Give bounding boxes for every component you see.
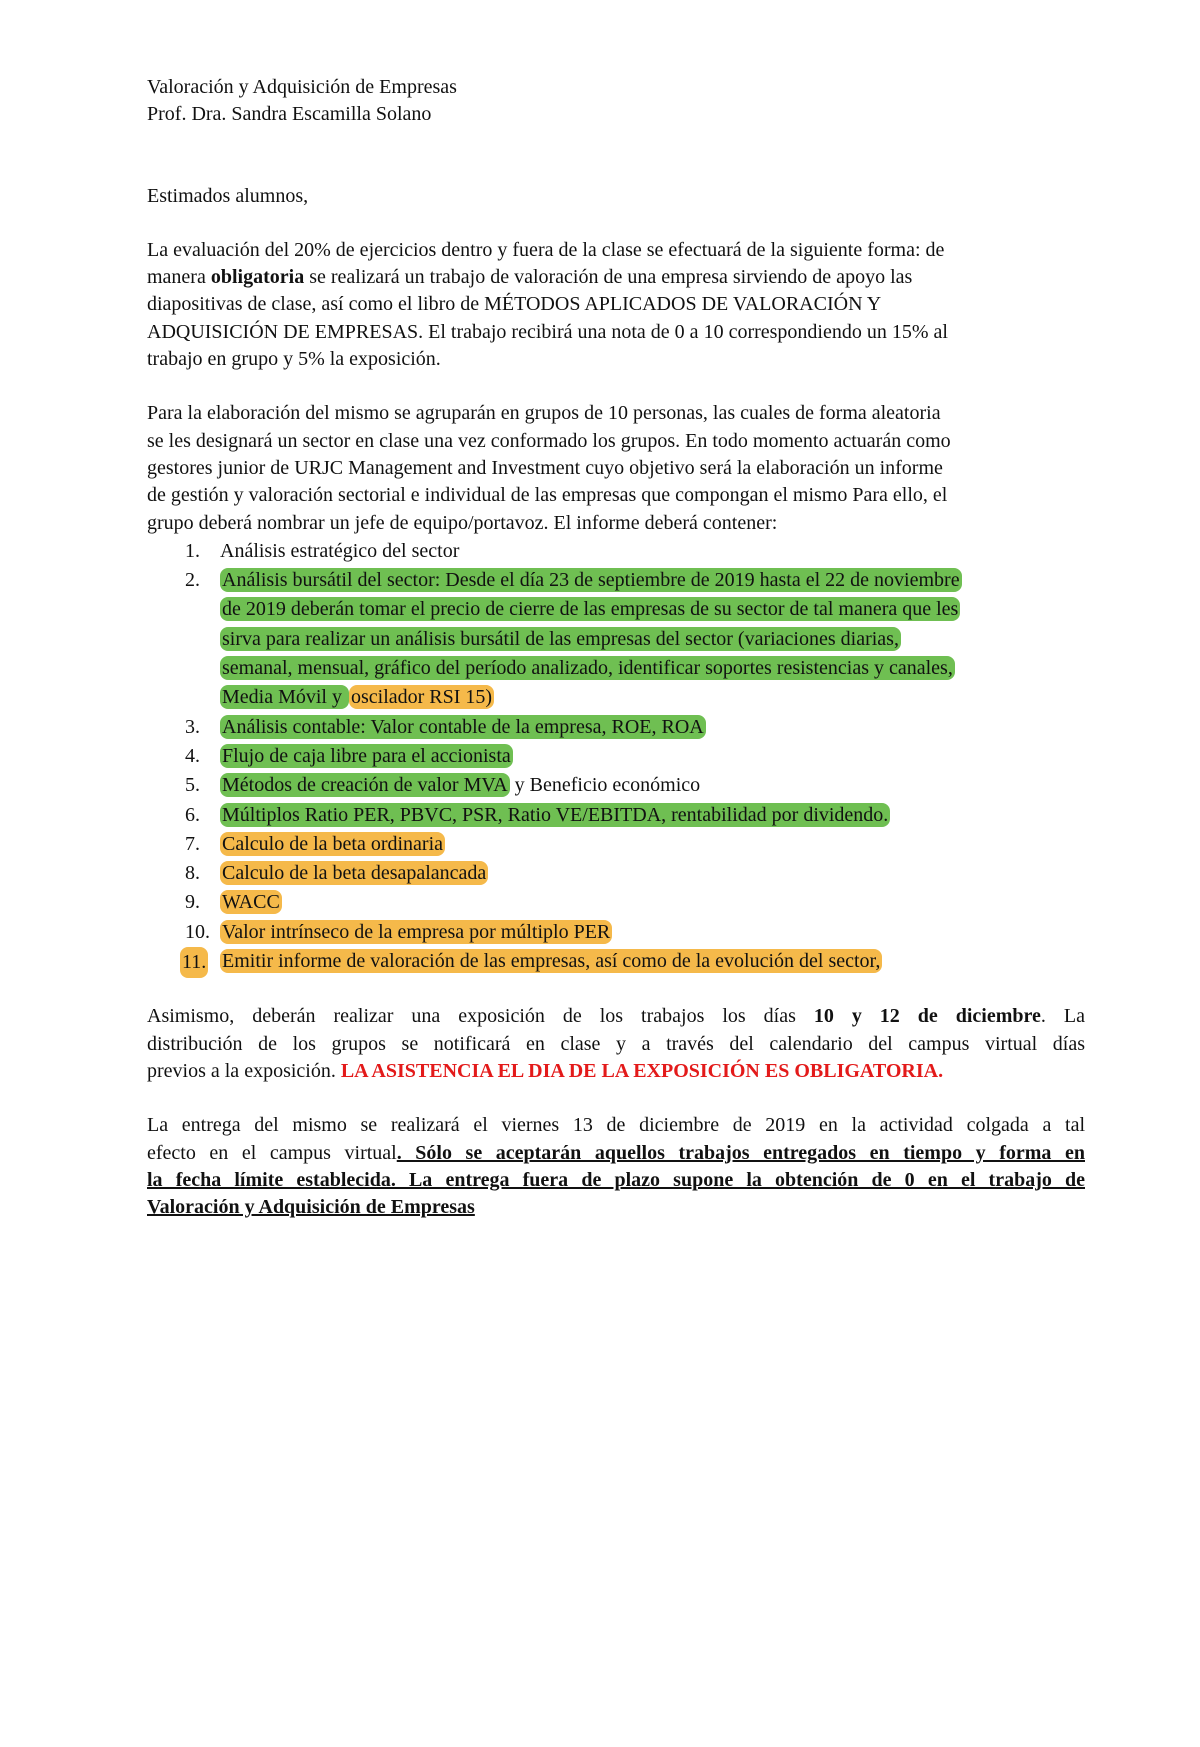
- paragraph-line: de gestión y valoración sectorial e individual de las empresas que compongan el mismo Para ello, el: [147, 484, 948, 507]
- mandatory-attendance-notice: LA ASISTENCIA EL DIA DE LA EXPOSICIÓN ES OBLIGATORIA.: [340, 1059, 944, 1082]
- text-run: Asimismo, deberán realizar una exposición de los trabajos los días: [147, 1005, 814, 1028]
- bold-obligatoria: obligatoria: [210, 266, 305, 289]
- highlighted-text: Media Móvil y: [222, 686, 347, 709]
- highlighted-text: semanal, mensual, gráfico del período analizado, identificar soportes resistencias y canales,: [222, 657, 953, 680]
- paragraph-line: grupo deberá nombrar un jefe de equipo/portavoz. El informe deberá contener:: [147, 511, 778, 534]
- highlighted-text-orange: Calculo de la beta desapalancada: [222, 862, 487, 885]
- paragraph-line: [147, 1194, 1085, 1221]
- paragraph-line: distribución de los grupos se notificará en clase y a través del calendario del campus virtual días: [147, 1032, 1085, 1055]
- paragraph-line: La evaluación del 20% de ejercicios dentro y fuera de la clase se efectuará de la siguiente forma: de: [147, 238, 945, 261]
- paragraph-line: trabajo en grupo y 5% la exposición.: [147, 348, 441, 371]
- document-body: [147, 74, 1085, 1221]
- highlighted-text: sirva para realizar un análisis bursátil de las empresas del sector (variaciones diarias,: [222, 627, 899, 650]
- paragraph-evaluation: [147, 237, 1085, 373]
- highlighted-text-orange: WACC: [222, 891, 280, 914]
- list-number: 8.: [185, 862, 200, 885]
- paragraph-line: [147, 264, 1085, 291]
- list-number: 6.: [185, 803, 200, 826]
- deadline-warning: . Sólo se aceptarán aquellos trabajos entregados en tiempo y forma en: [396, 1141, 1085, 1164]
- list-item: [147, 830, 1085, 859]
- list-number: 1.: [185, 539, 200, 562]
- paragraph-line: ADQUISICIÓN DE EMPRESAS. El trabajo recibirá una nota de 0 a 10 correspondiendo un 15% al: [147, 320, 948, 343]
- paragraph-line: [147, 1058, 1085, 1085]
- list-item: [147, 859, 1085, 888]
- text-run: se realizará un trabajo de valoración de una empresa sirviendo de apoyo las: [304, 266, 913, 289]
- highlighted-text-orange: Emitir informe de valoración de las empresas, así como de la evolución del sector,: [222, 950, 881, 973]
- list-number: 2.: [185, 569, 200, 592]
- list-number: 9.: [185, 891, 200, 914]
- text-run: efecto en el campus virtual: [147, 1141, 397, 1164]
- list-number: 7.: [185, 832, 200, 855]
- list-item: [147, 771, 1085, 800]
- highlighted-text-orange: Valor intrínseco de la empresa por múltiplo PER: [222, 920, 611, 943]
- deadline-warning: Valoración y Adquisición de Empresas: [147, 1196, 475, 1219]
- highlighted-text: Métodos de creación de valor MVA: [222, 774, 508, 797]
- list-text: Análisis estratégico del sector: [220, 539, 460, 562]
- paragraph-line: [147, 1167, 1085, 1194]
- paragraph-line: se les designará un sector en clase una vez conformado los grupos. En todo momento actuarán como: [147, 429, 951, 452]
- list-number: 4.: [185, 744, 200, 767]
- greeting: Estimados alumnos,: [147, 184, 309, 207]
- list-number: 5.: [185, 774, 200, 797]
- list-item: [147, 566, 1085, 712]
- paragraph-delivery: [147, 1112, 1085, 1221]
- highlighted-text: Flujo de caja libre para el accionista: [222, 744, 511, 767]
- paragraph-line: [147, 1003, 1085, 1030]
- professor-name: Prof. Dra. Sandra Escamilla Solano: [147, 103, 432, 126]
- list-number: 11.: [180, 947, 208, 978]
- list-number: 10.: [185, 920, 210, 943]
- paragraph-line: Para la elaboración del mismo se agruparán en grupos de 10 personas, las cuales de forma aleatoria: [147, 402, 941, 425]
- list-text: y Beneficio económico: [509, 774, 701, 797]
- deadline-warning: la fecha límite establecida. La entrega fuera de plazo supone la obtención de 0 en el trabajo de: [147, 1168, 1085, 1191]
- list-item: [147, 918, 1085, 947]
- highlighted-text-orange: oscilador RSI 15): [351, 686, 493, 709]
- list-item: [147, 742, 1085, 771]
- paragraph-line: La entrega del mismo se realizará el viernes 13 de diciembre de 2019 en la actividad colgada a tal: [147, 1114, 1085, 1137]
- report-contents-list: [147, 537, 1085, 976]
- list-item: [147, 888, 1085, 917]
- list-item: [147, 713, 1085, 742]
- list-item: [147, 947, 1085, 976]
- bold-dates: 10 y 12 de diciembre: [813, 1005, 1041, 1028]
- highlighted-text-orange: Calculo de la beta ordinaria: [222, 832, 444, 855]
- paragraph-line: gestores junior de URJC Management and Investment cuyo objetivo será la elaboración un informe: [147, 456, 943, 479]
- text-run: . La: [1040, 1005, 1085, 1028]
- header: [147, 74, 1085, 129]
- highlighted-text: Análisis bursátil del sector: Desde el día 23 de septiembre de 2019 hasta el 22 de noviembre: [222, 569, 960, 592]
- paragraph-presentation: [147, 1003, 1085, 1085]
- highlighted-text: Análisis contable: Valor contable de la empresa, ROE, ROA: [222, 715, 704, 738]
- list-number: 3.: [185, 715, 200, 738]
- paragraph-groups: [147, 400, 1085, 536]
- list-item: [147, 801, 1085, 830]
- text-run: manera: [147, 266, 211, 289]
- paragraph-line: diapositivas de clase, así como el libro de MÉTODOS APLICADOS DE VALORACIÓN Y: [147, 293, 882, 316]
- paragraph-line: [147, 1140, 1085, 1167]
- highlighted-text: Múltiplos Ratio PER, PBVC, PSR, Ratio VE/EBITDA, rentabilidad por dividendo.: [222, 803, 889, 826]
- highlighted-text: de 2019 deberán tomar el precio de cierre de las empresas de su sector de tal manera que les: [222, 598, 959, 621]
- course-title: Valoración y Adquisición de Empresas: [147, 76, 457, 98]
- list-item: [147, 537, 1085, 566]
- text-run: previos a la exposición.: [147, 1059, 341, 1082]
